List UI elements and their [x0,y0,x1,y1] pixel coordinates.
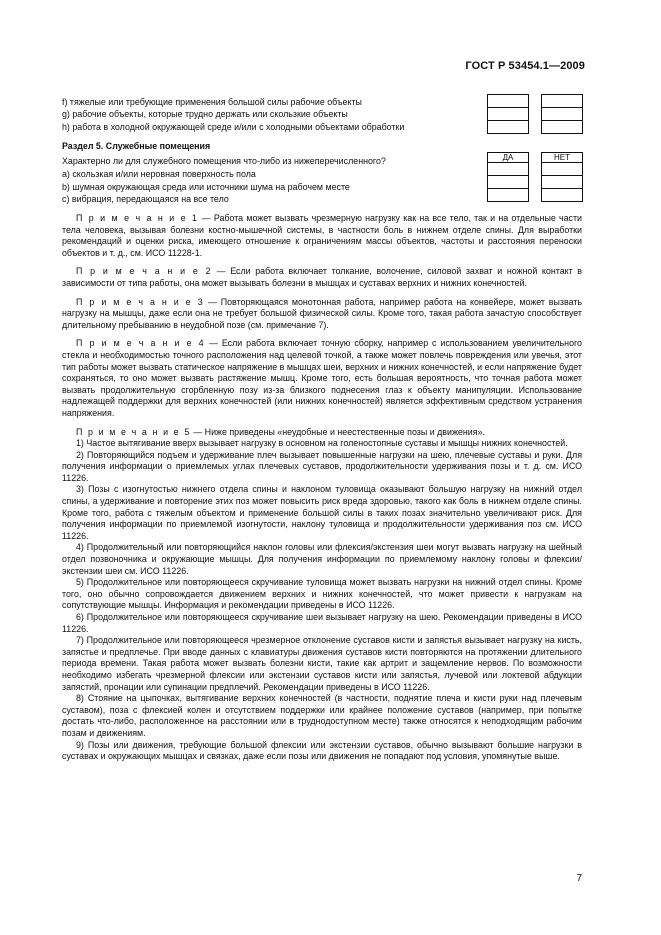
note-label: П р и м е ч а н и е 2 [76,266,213,277]
answer-box[interactable] [541,94,583,108]
page-number: 7 [576,873,582,884]
answer-box[interactable] [487,175,529,189]
note-text: — Если работа включает точную сборку, например с использованием увеличительного стекла и необходимостью точного расположения над целевой точкой, а также может повлечь повреждения или увечья, этот тип работы может вызвать статическое напряжение в мышцах шеи, верхних и нижних конечностей, и если напряжение будет сохраняться, то оно может вызвать растяжение мышц. Кроме того, есть большая вероятность, что точная работа может вызвать продолжительную сгорбленную позу из-за близкого поднесения глаз к объекту манипуляции. Использование надлежащей поддержки для верхних конечностей (или нижних конечностей) является эффективным средством устранения напряжения. [62,338,582,418]
section4-yes-column [487,94,529,133]
note-text: — Работа может вызвать чрезмерную нагрузку как на все тело, так и на отдельные части тела человека, вызывая болезни костно-мышечной системы, в частности боль в нижнем отделе спины. Для выработки рекомендаций и оценки риска, имеющего отношение к ограничениям массы объектов, частоты и расстояния переноски объектов и т. д., см. ИСО 11228-1. [62,213,583,258]
note-label: П р и м е ч а н и е 4 [76,338,206,349]
answer-box[interactable] [541,120,583,134]
section5-no-column [541,152,583,201]
answer-box[interactable] [541,188,583,202]
answer-box[interactable] [487,94,529,108]
section5-item-c: c) вибрация, передающаяся на все тело [62,194,229,204]
section5-yes-column [487,152,529,201]
note-text: — Повторяющаяся монотонная работа, например работа на конвейере, может вызвать нагрузку на мышцы, даже если она не требует большой физической силы. Кроме того, такая работа зачастую способствует длительному пребыванию в неудобной позе (см. примечание 7). [62,296,583,330]
note-text: — Если работа включает толкание, волочение, силовой захват и ножной контакт в зависимости от типа работы, она может вызывать болезни в мышцах и суставах верхних и нижних конечностей. [62,266,582,288]
section4-item-g: g) рабочие объекты, которые трудно держать или скользкие объекты [62,109,348,119]
list-item: 2) Повторяющийся подъем и удерживание плеч вызывает повышенные нагрузки на шею, плечевые суставы и руки. Для получения информации о приемлемых углах плечевых суставов, продолжительности удерживания позы и т. д. см. ИСО 11226. [62,449,582,483]
answer-box[interactable] [541,162,583,176]
note-5 [62,427,582,439]
list-item: 6) Продолжительное или повторяющееся скручивание шеи вызывает нагрузку на шею. Рекомендации приведены в ИСО 11226. [62,612,582,634]
section4-item-f: f) тяжелые или требующие применения большой силы рабочие объекты [62,97,362,107]
section5-title: Раздел 5. Служебные помещения [62,141,211,151]
note-label: П р и м е ч а н и е 1 [76,213,199,223]
section4-no-column [541,94,583,133]
note-3 [62,297,582,332]
note-text: — Ниже приведены «неудобные и неестественные позы и движения». [190,426,485,437]
list-item: 1) Частое вытягивание вверх вызывает нагрузку в основном на голеностопные суставы и мышцы нижних конечностей. [76,438,568,449]
notes-body [62,213,582,763]
answer-box[interactable] [541,107,583,121]
list-item: 8) Стояние на цыпочках, вытягивание верхних конечностей (в частности, поднятие плеча и кисти руки над плечевым суставом), поза с флексией колен и отсутствием поддержки или крайнее положение суставов (например, при попытке достать что-либо, расположенное на расстоянии или в труднодоступном месте) также относятся к неподходящим рабочим позам и движениям. [62,693,582,738]
note-label: П р и м е ч а н и е 5 [76,426,191,437]
list-item: 9) Позы или движения, требующие большой флексии или экстензии суставов, обычно вызывают большие нагрузки в суставах и окружающих мышцах и связках, даже если позы или движения не попадают под условия, упомянутые выше. [62,739,582,762]
answer-box[interactable] [487,120,529,134]
section4-item-h: h) работа в холодной окружающей среде и/или с холодными объектами обработки [62,122,405,132]
list-item: 3) Позы с изогнутостью нижнего отдела спины и наклоном туловища оказывают большую нагрузку на нижний отдел спины, а удерживание и повторение этих поз может повысить риск вреда здоровью, такого как боль в нижнем отделе спины. Кроме того, работа с тяжелым объектом и применение большой силы в таких позах значительно увеличивают риск. Для получения информации по приемлемой изогнутости, наклону туловища и продолжительности удерживания поз см. ИСО 11226. [62,484,582,541]
list-item: 7) Продолжительное или повторяющееся чрезмерное отклонение суставов кисти и запястья вызывает нагрузку на кисть, запястье и предплечье. При вводе данных с клавиатуры движения суставов кисти повторяются на протяжении длительного периода времени. Такая работа может вызвать болезни кисти, такие как артрит и защемление нервов. По возможности необходимо избегать чрезмерной флексии или экстензии суставов кисти или запястья, лучевой или локтевой абдукции запястий, пронации или супинации предплечий. Рекомендации приведены в ИСО 11226. [62,635,582,692]
list-item: 5) Продолжительное или повторяющееся скручивание туловища может вызвать нагрузки на нижний отдел спины. Кроме того, оно обычно сопровождается движением верхних и нижних конечностей, что может привести к нагрузкам на сопутствующие мышцы. Информация и рекомендации приведены в ИСО 11226. [62,577,582,611]
no-header: НЕТ [541,152,583,163]
answer-box[interactable] [541,175,583,189]
answer-box[interactable] [487,162,529,176]
answer-box[interactable] [487,107,529,121]
section5-question: Характерно ли для служебного помещения что-либо из нижеперечисленного? [62,156,386,166]
note-4 [62,338,582,419]
note-2 [62,266,582,289]
answer-box[interactable] [487,188,529,202]
list-item: 4) Продолжительный или повторяющийся наклон головы или флексия/экстензия шеи могут вызвать нагрузку на шейный отдел позвоночника и окружающие мышцы. Для получения информации по приемлемому наклону головы и флексии/экстензии шеи см. ИСО 11226. [62,542,582,576]
note-1 [62,213,582,259]
section5-item-b: b) шумная окружающая среда или источники шума на рабочем месте [62,182,350,192]
note-label: П р и м е ч а н и е 3 [76,296,205,307]
section5-item-a: а) скользкая и/или неровная поверхность пола [62,169,256,179]
document-header: ГОСТ Р 53454.1—2009 [465,60,585,72]
yes-header: ДА [487,152,529,163]
